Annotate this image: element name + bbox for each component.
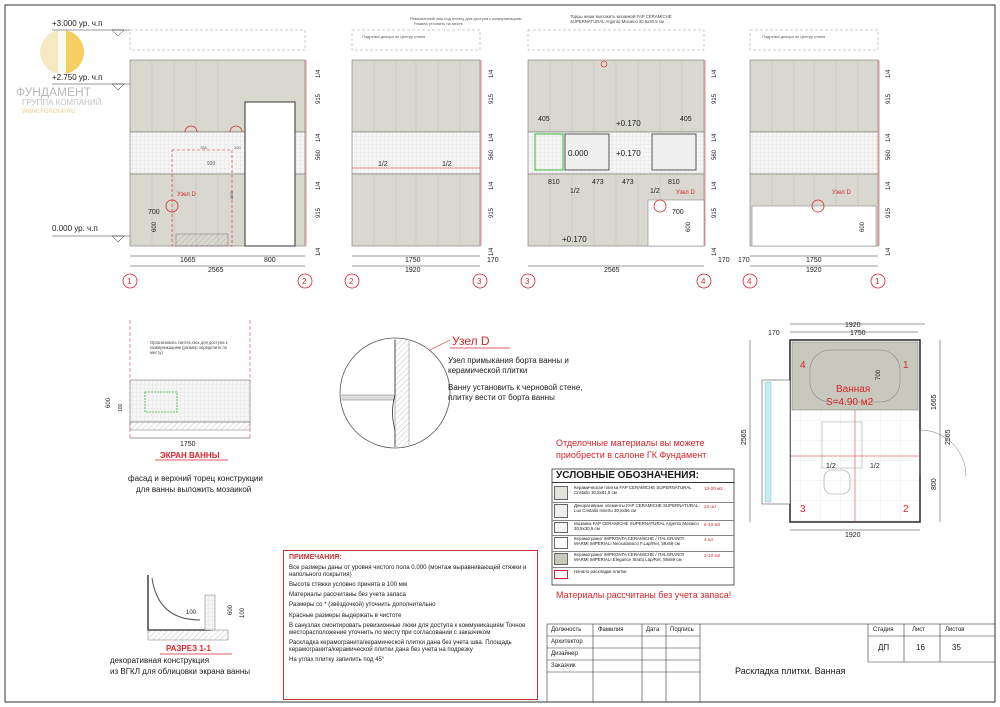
legend-row: [552, 485, 734, 503]
plan-h1665: 1665: [931, 394, 938, 410]
e3-d473b: 473: [622, 179, 634, 186]
e4-v2: 1/4: [886, 133, 892, 142]
uzel-title: Узел D: [452, 334, 490, 348]
e1-h600: 600: [152, 221, 158, 232]
e4-note: Подрезка декора по центру стены: [762, 34, 826, 39]
screen-d100: 100: [118, 403, 124, 412]
legend-row: [552, 503, 734, 521]
e2-axis-left: 2: [349, 277, 354, 286]
e2-half2: 1/2: [442, 161, 452, 168]
plan-c3: 3: [800, 504, 806, 515]
level-top: +3.000 ур. ч.п: [52, 19, 103, 28]
e4-v4: 1/4: [886, 181, 892, 190]
plan-h1b: 1/2: [870, 463, 880, 470]
uzel-text1: Узел примыкания борта ванны и: [448, 356, 569, 365]
e4-total: 1920: [806, 267, 822, 274]
section-caption2: из ВГКЛ для облицовки экрана ванны: [110, 667, 251, 676]
tb-lists: 35: [952, 643, 961, 652]
notes-box: [283, 550, 538, 700]
e3-p170a: +0.170: [616, 119, 641, 128]
screen-title: ЭКРАН ВАННЫ: [160, 451, 220, 460]
e2-side: 170: [487, 257, 499, 264]
e3-v0: 1/4: [712, 69, 718, 78]
brand-site: WWW.FGROUP.RU: [22, 109, 76, 115]
note-item: Размеры со * (звёздочкой) уточнить дополнительно: [289, 601, 436, 609]
e3-note-right: Торцы ниши выложить мозаикой FAP CERAMICHE SUPERNATURAL Argento Mosaico 30,5x30,5 см: [570, 14, 672, 24]
e1-v1: 915: [316, 93, 322, 104]
e3-note-sub: Размер уточнить на месте: [414, 21, 463, 26]
e1-dim-b: 800: [264, 257, 276, 264]
tb-r1: Архитектор: [551, 639, 583, 645]
e2-v3: 560: [489, 149, 495, 160]
e3-d810a: 810: [548, 179, 560, 186]
tb-stage: ДП: [878, 643, 890, 652]
note-item: Высота стяжки условно принята в 100 мм: [289, 581, 408, 589]
e4-v1: 915: [886, 93, 892, 104]
e1-v2: 1/4: [316, 133, 322, 142]
e1-w100: 100: [234, 145, 241, 150]
screen-d600: 600: [106, 397, 112, 408]
e4-vdims: [886, 69, 892, 256]
section-d100b: 100: [240, 607, 246, 618]
brand-subtitle: ГРУППА КОМПАНИЙ: [22, 98, 102, 107]
section-1-1: [110, 575, 250, 676]
e2-v1: 915: [489, 93, 495, 104]
e2-v6: 1/4: [489, 247, 495, 256]
legend-swatch: [554, 486, 568, 500]
e3-d405b: 405: [680, 116, 692, 123]
elevation-2: [345, 30, 499, 288]
e2-half1: 1/2: [378, 161, 388, 168]
tb-r3: Заказчик: [551, 663, 576, 669]
e2-note: Подрезка декора по центру стены: [362, 34, 426, 39]
e2-v4: 1/4: [489, 181, 495, 190]
e2-v0: 1/4: [489, 69, 495, 78]
e1-w920: 920: [207, 161, 216, 167]
plan-c2: 2: [903, 504, 909, 515]
e1-w785: 785: [200, 145, 207, 150]
plan-h1a: 1/2: [826, 463, 836, 470]
e1-v6: 1/4: [316, 247, 322, 256]
tb-title: Раскладка плитки. Ванная: [735, 666, 846, 676]
e3-v1: 915: [712, 93, 718, 104]
e3-z000: 0.000: [568, 149, 589, 158]
legend-text: Керамогранит IMPRONTA CERAMICHE / ITALGRANITI MARMI IMPERIALI Neocalassico F.Lap/Ret. 59x59 см: [574, 536, 685, 547]
legend-row: [552, 536, 734, 552]
legend-title: УСЛОВНЫЕ ОБОЗНАЧЕНИЯ:: [552, 469, 734, 483]
e4-v0: 1/4: [886, 69, 892, 78]
e3-total: 2565: [604, 267, 620, 274]
e1-dim-a: 1665: [180, 257, 196, 264]
e3-v6: 1/4: [712, 247, 718, 256]
e3-d700: 700: [672, 209, 684, 216]
plan-w1750: 1750: [850, 330, 866, 337]
e3-note-left: Ревизионный люк под плитку для доступа к коммуникациям: [410, 16, 522, 21]
tb-h-date: Дата: [646, 627, 660, 633]
legend-swatch: [554, 553, 568, 565]
level-floor: 0.000 ур. ч.п: [52, 224, 98, 233]
section-title: РАЗРЕЗ 1-1: [166, 644, 211, 653]
note-item: На углах плитку запилить под 45°: [289, 656, 385, 664]
legend-text: Начало раскладки плитки: [574, 569, 627, 574]
tb-h-lists: Листов: [945, 627, 965, 633]
e1-v3: 560: [316, 149, 322, 160]
notes-title: ПРИМЕЧАНИЯ:: [289, 554, 342, 561]
elevation-1: [123, 30, 322, 288]
legend-qty: 4 шт: [704, 537, 714, 542]
e4-uzel: Узел D: [832, 190, 851, 196]
e3-uzel: Узел D: [676, 190, 695, 196]
plan-view: [741, 322, 966, 539]
e1-axis-right: 2: [302, 277, 307, 286]
e4-axis-right: 1: [875, 277, 880, 286]
plan-w1920b: 1920: [845, 532, 861, 539]
e3-p170c: +0.170: [562, 235, 587, 244]
uzel-text4: плитку вести от борта ванны: [448, 393, 555, 402]
screen-note: Организовать сантех.люк для доступа к коммуникациям (размер определить по месту): [150, 340, 228, 355]
note-item: Раскладка керамогранита/керамической плитки дана без учета шва. Площадь керамогранита/керамической плитки дана без учета на подрезку: [289, 638, 512, 653]
legend-text: Декоративные элементы FAP CERAMICHE SUPERNATURAL Lux Cristallo Inserto 30,5x56 см: [574, 503, 699, 514]
e3-vdims: [712, 69, 718, 256]
e4-width: 1750: [806, 257, 822, 264]
plan-w1920: 1920: [845, 322, 861, 329]
legend-qty: 6-10 м2: [704, 522, 721, 527]
e2-v2: 1/4: [489, 133, 495, 142]
legend-row: [552, 552, 734, 568]
e1-v4: 1/4: [316, 181, 322, 190]
e3-d810b: 810: [668, 179, 680, 186]
plan-w170: 170: [768, 330, 780, 337]
plan-c4: 4: [800, 360, 806, 371]
e4-v3: 560: [886, 149, 892, 160]
plan-h2565b: 2565: [945, 429, 952, 445]
e3-note-right-wrap: [570, 14, 680, 44]
screen-caption2: для ванны выложить мозаикой: [136, 485, 252, 494]
e3-v4: 1/4: [712, 181, 718, 190]
brand-name: ФУНДАМЕНТ: [16, 85, 91, 99]
e4-axis-left: 4: [747, 277, 752, 286]
legend-text: Керамогранит IMPRONTA CERAMICHE / ITALGRANITI MARMI IMPERIALI Elegance Strato Lap/Ret. 59x59 см: [574, 552, 685, 563]
tb-r2: Дизайнер: [551, 651, 578, 657]
e3-v5: 915: [712, 207, 718, 218]
title-block: [547, 624, 995, 702]
e2-vdims: [489, 69, 495, 256]
note-item: Материалы рассчитаны без учета запаса: [289, 591, 406, 599]
e1-v5: 915: [316, 207, 322, 218]
e2-total: 1920: [405, 267, 421, 274]
e2-v5: 915: [489, 207, 495, 218]
legend-qty: 23 шт: [704, 504, 717, 509]
e1-uzel: Узел D: [177, 192, 196, 198]
tb-h-stage: Стадия: [873, 627, 894, 633]
e1-total: 2565: [208, 267, 224, 274]
uzel-text3: Ванну установить к черновой стене,: [448, 383, 583, 392]
legend-swatch: [554, 504, 568, 518]
uzel-d-detail: [340, 330, 583, 460]
tb-list: 16: [916, 643, 925, 652]
screen-caption1: фасад и верхний торец конструкции: [128, 474, 263, 483]
legend-text: Керамическая плитка FAP CERAMICHE SUPERNATURAL Cristallo 30,5x91,5 см: [574, 485, 692, 496]
plan-area: S=4.90 м2: [826, 397, 874, 408]
promo-line1: Отделочные материалы вы можете: [556, 438, 705, 448]
e4-side: 170: [738, 257, 750, 264]
bath-screen: [106, 320, 263, 494]
tb-h-dolzh: Должность: [551, 627, 582, 633]
e1-h1800: 1800: [229, 191, 234, 200]
plan-v700: 700: [876, 369, 882, 380]
e3-axis-right: 4: [701, 277, 706, 286]
legend-row: [552, 521, 734, 536]
promo-line2: приобрести в салоне ГК Фундамент: [556, 450, 707, 460]
note-item: В санузлах смонтировать ревизионные люки для доступа к коммуникациям Точное месторасположение уточнить по месту при согласовании с заказчиком: [289, 621, 526, 636]
legend-swatch: [554, 570, 568, 579]
plan-h800: 800: [931, 478, 938, 490]
brand-logo: [16, 26, 102, 115]
promo-footer: Материалы рассчитаны без учета запаса!: [556, 590, 732, 600]
e2-width: 1750: [405, 257, 421, 264]
e3-side: 170: [718, 257, 730, 264]
e1-vdims: [316, 69, 322, 256]
e2-axis-right: 3: [477, 277, 482, 286]
plan-c1: 1: [903, 360, 909, 371]
note-item: Все размеры даны от уровня чистого пола 0.000 (монтаж выравнивающей стяжки и напольного покрытия): [289, 564, 527, 579]
door: [245, 102, 295, 246]
e1-v0: 1/4: [316, 69, 322, 78]
e4-h600: 600: [860, 221, 866, 232]
legend-qty: 13-20 м2: [704, 486, 723, 491]
tb-h-list: Лист: [912, 627, 926, 633]
tb-h-fam: Фамилия: [598, 627, 624, 633]
plan-title: Ванная: [836, 384, 871, 395]
uzel-text2: керамической плитки: [448, 366, 528, 375]
level-ceiling: +2.750 ур. ч.п: [52, 73, 103, 82]
e1-axis-left: 1: [127, 277, 132, 286]
e4-v5: 915: [886, 207, 892, 218]
e3-d473a: 473: [592, 179, 604, 186]
e3-d405a: 405: [538, 116, 550, 123]
e3-h1: 1/2: [570, 188, 580, 195]
elevation-4: [738, 30, 892, 288]
screen-note-wrap: [150, 340, 240, 360]
e3-axis-left: 3: [525, 277, 530, 286]
legend-text: Мозаика FAP CERAMICHE SUPERNATURAL Argento Mosaico 30,5x30,5 см: [574, 521, 699, 532]
e3-d600: 600: [686, 221, 692, 232]
e3-v3: 560: [712, 149, 718, 160]
legend-swatch: [554, 537, 568, 549]
section-caption1: декоративная конструкция: [110, 656, 210, 665]
legend-row: [552, 569, 734, 581]
e1-h700: 700: [148, 209, 160, 216]
screen-width: 1750: [180, 441, 196, 448]
legend-swatch: [554, 522, 568, 533]
legend-qty: 3-10 м2: [704, 553, 721, 558]
tb-h-podp: Подпись: [670, 627, 694, 633]
section-d100: 100: [186, 610, 197, 616]
e3-v2: 1/4: [712, 133, 718, 142]
plan-h2565: 2565: [741, 429, 748, 445]
section-d600: 600: [228, 604, 234, 615]
note-item: Красные размеры выдержать в чистоте: [289, 611, 402, 619]
e4-v6: 1/4: [886, 247, 892, 256]
e3-p170b: +0.170: [616, 149, 641, 158]
e3-h2: 1/2: [650, 188, 660, 195]
